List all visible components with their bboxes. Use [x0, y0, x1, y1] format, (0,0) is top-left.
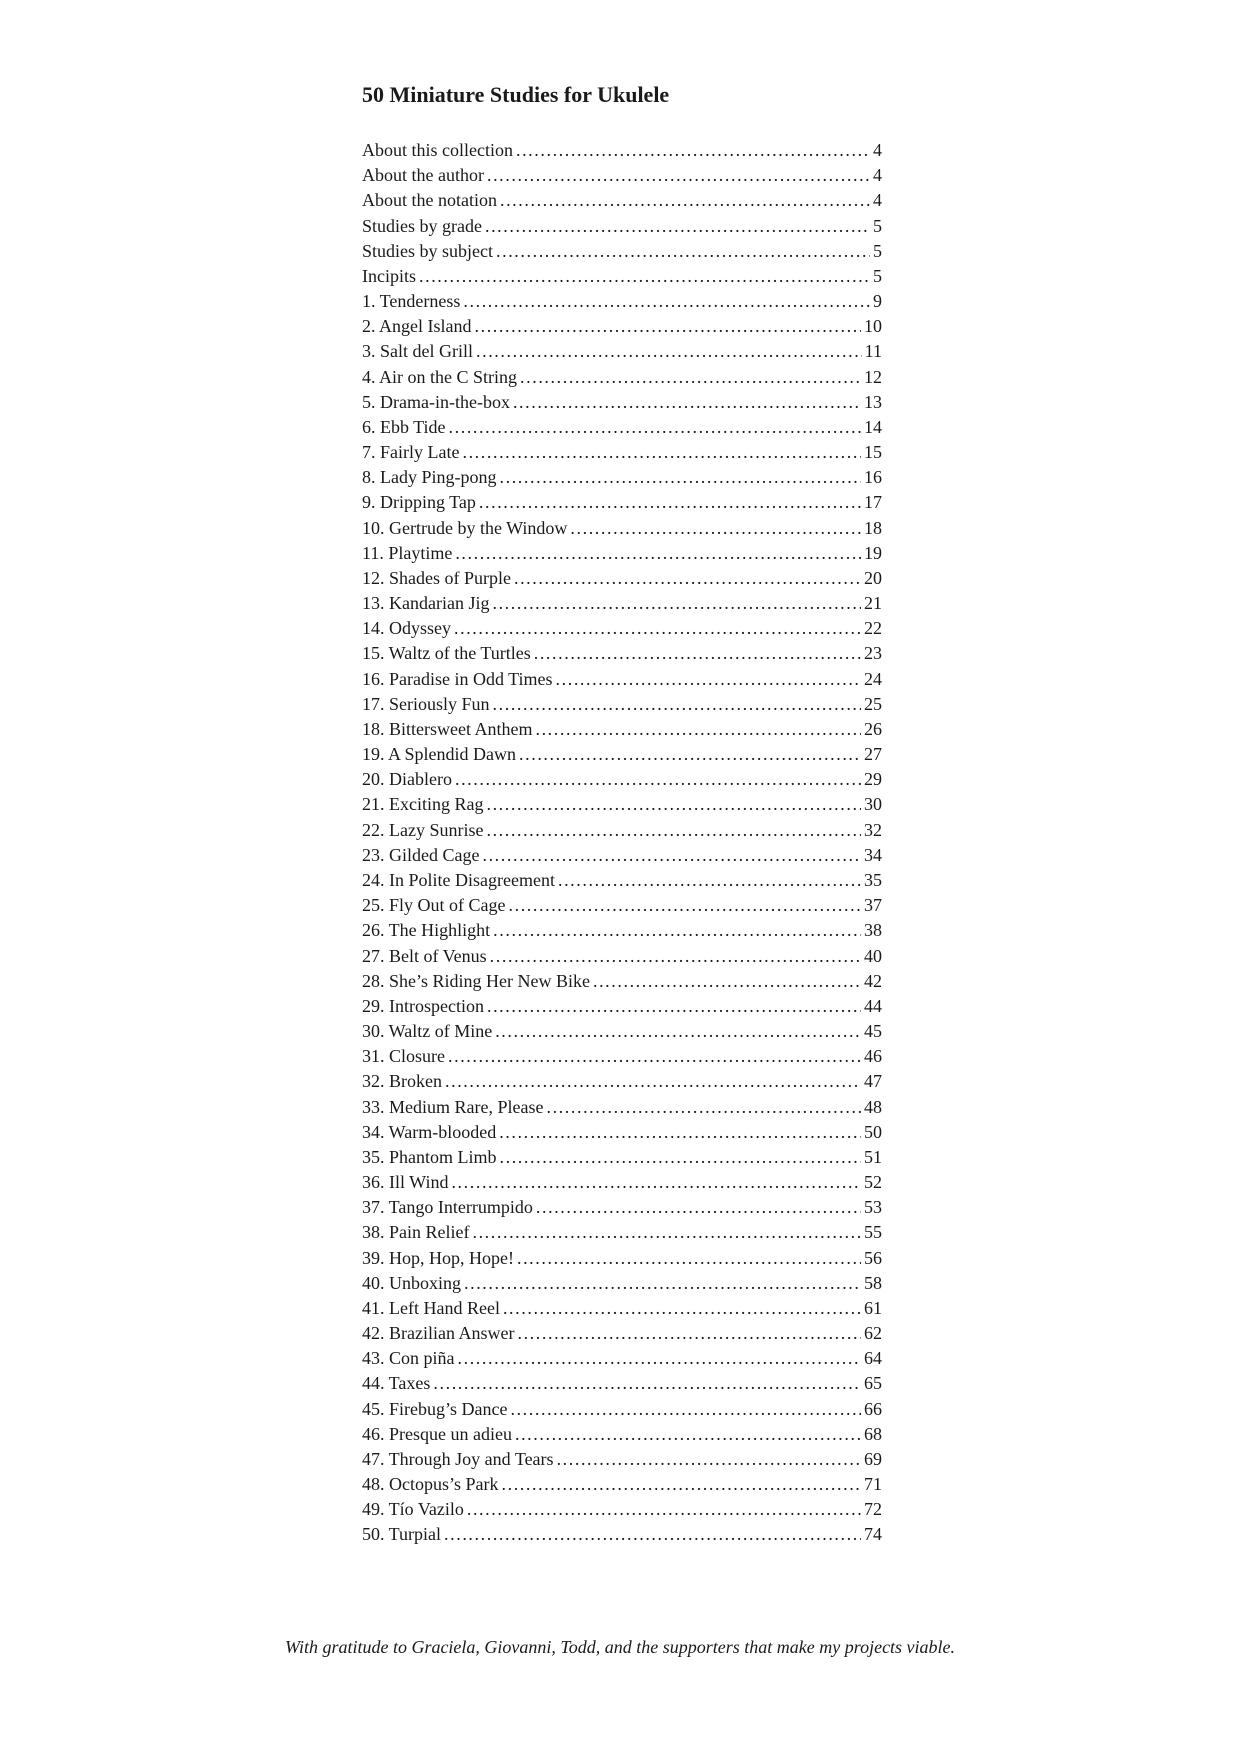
toc-entry[interactable]: [362, 667, 882, 692]
page-title: 50 Miniature Studies for Ukulele: [362, 82, 670, 107]
toc-entry[interactable]: [362, 1346, 882, 1371]
toc-entry[interactable]: [362, 717, 882, 742]
toc-entry[interactable]: [362, 188, 882, 213]
toc-entry-title: 30. Waltz of Mine: [362, 1019, 495, 1044]
toc-entry-page-number: 30: [861, 792, 882, 817]
toc-entry-page-number: 53: [861, 1195, 882, 1220]
toc-entry[interactable]: [362, 969, 882, 994]
dot-leader: [490, 944, 861, 969]
toc-entry-page-number: 19: [861, 541, 882, 566]
toc-entry[interactable]: [362, 1296, 882, 1321]
toc-entry-page-number: 58: [861, 1271, 882, 1296]
toc-entry[interactable]: [362, 541, 882, 566]
dot-leader: [510, 1397, 861, 1422]
toc-entry[interactable]: [362, 641, 882, 666]
toc-entry[interactable]: [362, 365, 882, 390]
dot-leader: [496, 239, 870, 264]
toc-entry-title: 24. In Polite Disagreement: [362, 868, 558, 893]
toc-entry-title: 10. Gertrude by the Window: [362, 516, 570, 541]
toc-entry-title: 15. Waltz of the Turtles: [362, 641, 534, 666]
dot-leader: [557, 1447, 861, 1472]
toc-entry[interactable]: [362, 1447, 882, 1472]
toc-entry[interactable]: [362, 264, 882, 289]
dot-leader: [535, 717, 861, 742]
dot-leader: [492, 591, 861, 616]
toc-entry[interactable]: [362, 918, 882, 943]
toc-entry[interactable]: [362, 1195, 882, 1220]
toc-entry-title: 6. Ebb Tide: [362, 415, 449, 440]
toc-entry[interactable]: [362, 138, 882, 163]
dot-leader: [455, 767, 861, 792]
toc-entry-title: 29. Introspection: [362, 994, 487, 1019]
toc-entry-page-number: 71: [861, 1472, 882, 1497]
toc-entry-title: 49. Tío Vazilo: [362, 1497, 467, 1522]
toc-entry-title: 40. Unboxing: [362, 1271, 464, 1296]
toc-entry[interactable]: [362, 239, 882, 264]
toc-entry-page-number: 55: [861, 1220, 882, 1245]
toc-entry-title: 11. Playtime: [362, 541, 455, 566]
dot-leader: [445, 1069, 861, 1094]
toc-entry-title: About the author: [362, 163, 487, 188]
toc-entry-title: 36. Ill Wind: [362, 1170, 451, 1195]
dot-leader: [479, 490, 861, 515]
toc-entry-title: 17. Seriously Fun: [362, 692, 493, 717]
dot-leader: [486, 818, 861, 843]
toc-entry-page-number: 5: [870, 264, 882, 289]
dot-leader: [500, 1145, 862, 1170]
toc-entry-title: 22. Lazy Sunrise: [362, 818, 486, 843]
toc-entry-page-number: 25: [861, 692, 882, 717]
toc-entry-page-number: 23: [861, 641, 882, 666]
toc-entry[interactable]: [362, 868, 882, 893]
dot-leader: [493, 692, 861, 717]
toc-entry[interactable]: [362, 767, 882, 792]
toc-entry-title: 47. Through Joy and Tears: [362, 1447, 557, 1472]
toc-entry-page-number: 68: [861, 1422, 882, 1447]
toc-entry[interactable]: [362, 289, 882, 314]
toc-entry-title: 44. Taxes: [362, 1371, 433, 1396]
dot-leader: [464, 1271, 861, 1296]
toc-entry[interactable]: [362, 339, 882, 364]
toc-entry-title: Studies by subject: [362, 239, 496, 264]
toc-entry[interactable]: [362, 843, 882, 868]
toc-entry[interactable]: [362, 163, 882, 188]
toc-entry-title: About the notation: [362, 188, 500, 213]
dot-leader: [502, 1472, 862, 1497]
toc-entry-title: 4. Air on the C String: [362, 365, 520, 390]
toc-entry-title: 31. Closure: [362, 1044, 448, 1069]
dot-leader: [462, 440, 861, 465]
toc-entry-page-number: 24: [861, 667, 882, 692]
toc-entry[interactable]: [362, 1044, 882, 1069]
toc-entry-title: 23. Gilded Cage: [362, 843, 482, 868]
dedication: With gratitude to Graciela, Giovanni, Todd, and the supporters that make my projects viable.: [284, 1637, 956, 1657]
toc-entry[interactable]: [362, 893, 882, 918]
toc-entry[interactable]: [362, 1120, 882, 1145]
dot-leader: [500, 465, 862, 490]
toc-entry-page-number: 17: [861, 490, 882, 515]
toc-entry-page-number: 45: [861, 1019, 882, 1044]
toc-entry-title: 19. A Splendid Dawn: [362, 742, 519, 767]
dot-leader: [517, 1321, 861, 1346]
toc-entry[interactable]: [362, 692, 882, 717]
dot-leader: [475, 314, 862, 339]
toc-entry-title: 43. Con piña: [362, 1346, 458, 1371]
dot-leader: [449, 415, 861, 440]
toc-entry-title: 20. Diablero: [362, 767, 455, 792]
toc-entry-page-number: 52: [861, 1170, 882, 1195]
toc-entry-title: 34. Warm-blooded: [362, 1120, 499, 1145]
dot-leader: [570, 516, 861, 541]
toc-entry[interactable]: [362, 742, 882, 767]
toc-entry[interactable]: [362, 566, 882, 591]
toc-entry-page-number: 37: [861, 893, 882, 918]
toc-entry[interactable]: [362, 440, 882, 465]
dot-leader: [536, 1195, 861, 1220]
toc-entry-page-number: 4: [870, 163, 882, 188]
toc-entry-page-number: 26: [861, 717, 882, 742]
toc-entry-title: 18. Bittersweet Anthem: [362, 717, 535, 742]
toc-entry-title: 45. Firebug’s Dance: [362, 1397, 510, 1422]
toc-entry[interactable]: [362, 1371, 882, 1396]
toc-entry[interactable]: [362, 1145, 882, 1170]
dot-leader: [451, 1170, 861, 1195]
dot-leader: [487, 994, 861, 1019]
dot-leader: [546, 1095, 861, 1120]
toc-entry-title: 8. Lady Ping-pong: [362, 465, 500, 490]
dot-leader: [534, 641, 861, 666]
toc-entry-title: 35. Phantom Limb: [362, 1145, 500, 1170]
toc-entry-title: 7. Fairly Late: [362, 440, 462, 465]
toc-entry-page-number: 13: [861, 390, 882, 415]
dot-leader: [520, 365, 861, 390]
toc-entry-title: 3. Salt del Grill: [362, 339, 476, 364]
dot-leader: [472, 1220, 861, 1245]
dot-leader: [517, 1246, 861, 1271]
toc-entry-page-number: 34: [861, 843, 882, 868]
toc-entry-page-number: 62: [861, 1321, 882, 1346]
toc-entry[interactable]: [362, 994, 882, 1019]
toc-entry[interactable]: [362, 1069, 882, 1094]
toc-entry-title: 2. Angel Island: [362, 314, 475, 339]
dot-leader: [515, 1422, 861, 1447]
toc-entry-page-number: 42: [861, 969, 882, 994]
toc-entry-page-number: 32: [861, 818, 882, 843]
toc-entry-title: 25. Fly Out of Cage: [362, 893, 509, 918]
toc-entry[interactable]: [362, 1170, 882, 1195]
dot-leader: [482, 843, 861, 868]
toc-entry-title: 16. Paradise in Odd Times: [362, 667, 556, 692]
dot-leader: [519, 742, 861, 767]
toc-entry-page-number: 20: [861, 566, 882, 591]
dot-leader: [593, 969, 861, 994]
toc-entry-page-number: 15: [861, 440, 882, 465]
toc-entry[interactable]: [362, 1422, 882, 1447]
toc-entry-title: 38. Pain Relief: [362, 1220, 472, 1245]
toc-entry-title: 26. The Highlight: [362, 918, 493, 943]
toc-entry[interactable]: [362, 1321, 882, 1346]
dot-leader: [419, 264, 870, 289]
toc-entry[interactable]: [362, 465, 882, 490]
dot-leader: [463, 289, 870, 314]
toc-entry-title: 39. Hop, Hop, Hope!: [362, 1246, 517, 1271]
toc-entry-page-number: 12: [861, 365, 882, 390]
dot-leader: [513, 390, 861, 415]
toc-entry-page-number: 9: [870, 289, 882, 314]
toc-entry-title: 27. Belt of Venus: [362, 944, 490, 969]
toc-entry-title: 13. Kandarian Jig: [362, 591, 492, 616]
toc-entry[interactable]: [362, 1246, 882, 1271]
toc-entry[interactable]: [362, 1472, 882, 1497]
toc-entry-page-number: 38: [861, 918, 882, 943]
dot-leader: [516, 138, 870, 163]
toc-entry-page-number: 22: [861, 616, 882, 641]
toc-entry-page-number: 5: [870, 239, 882, 264]
toc-entry[interactable]: [362, 792, 882, 817]
toc-entry-page-number: 46: [861, 1044, 882, 1069]
toc-entry-page-number: 40: [861, 944, 882, 969]
dot-leader: [485, 214, 870, 239]
toc-entry-page-number: 5: [870, 214, 882, 239]
toc-entry-title: 46. Presque un adieu: [362, 1422, 515, 1447]
dot-leader: [476, 339, 862, 364]
toc-entry-title: 5. Drama-in-the-box: [362, 390, 513, 415]
dot-leader: [486, 792, 861, 817]
toc-entry[interactable]: [362, 944, 882, 969]
toc-entry-page-number: 50: [861, 1120, 882, 1145]
dot-leader: [455, 541, 861, 566]
toc-entry-title: 28. She’s Riding Her New Bike: [362, 969, 593, 994]
dot-leader: [509, 893, 862, 918]
toc-entry-page-number: 35: [861, 868, 882, 893]
toc-entry-page-number: 29: [861, 767, 882, 792]
toc-entry-title: 50. Turpial: [362, 1522, 444, 1547]
toc-entry-page-number: 74: [861, 1522, 882, 1547]
toc-entry-title: About this collection: [362, 138, 516, 163]
dot-leader: [458, 1346, 862, 1371]
toc-entry-title: Studies by grade: [362, 214, 485, 239]
toc-entry-page-number: 16: [861, 465, 882, 490]
toc-entry-title: 48. Octopus’s Park: [362, 1472, 502, 1497]
toc-entry[interactable]: [362, 1522, 882, 1547]
toc-entry[interactable]: [362, 516, 882, 541]
toc-entry[interactable]: [362, 1095, 882, 1120]
toc-entry[interactable]: [362, 818, 882, 843]
toc-entry[interactable]: [362, 1271, 882, 1296]
toc-entry[interactable]: [362, 1397, 882, 1422]
dot-leader: [495, 1019, 861, 1044]
toc-entry-page-number: 18: [861, 516, 882, 541]
dot-leader: [558, 868, 861, 893]
toc-entry-page-number: 11: [862, 339, 882, 364]
toc-entry-title: 1. Tenderness: [362, 289, 463, 314]
toc-entry-page-number: 51: [861, 1145, 882, 1170]
toc-entry-page-number: 65: [861, 1371, 882, 1396]
toc-entry-page-number: 47: [861, 1069, 882, 1094]
toc-entry-title: 37. Tango Interrumpido: [362, 1195, 536, 1220]
toc-entry-title: 41. Left Hand Reel: [362, 1296, 503, 1321]
toc-entry-page-number: 4: [870, 188, 882, 213]
toc-entry-page-number: 72: [861, 1497, 882, 1522]
dot-leader: [500, 188, 870, 213]
toc-entry-page-number: 69: [861, 1447, 882, 1472]
toc-entry[interactable]: [362, 314, 882, 339]
toc-entry-page-number: 66: [861, 1397, 882, 1422]
dot-leader: [448, 1044, 861, 1069]
toc-entry-page-number: 64: [861, 1346, 882, 1371]
dot-leader: [503, 1296, 861, 1321]
toc-entry[interactable]: [362, 616, 882, 641]
toc-entry[interactable]: [362, 591, 882, 616]
toc-entry-page-number: 48: [861, 1095, 882, 1120]
toc-entry-title: 12. Shades of Purple: [362, 566, 514, 591]
dot-leader: [514, 566, 861, 591]
table-of-contents: [362, 138, 882, 1548]
toc-entry[interactable]: [362, 1497, 882, 1522]
dot-leader: [444, 1522, 861, 1547]
dot-leader: [556, 667, 861, 692]
toc-entry-title: 33. Medium Rare, Please: [362, 1095, 546, 1120]
toc-entry-title: 32. Broken: [362, 1069, 445, 1094]
toc-entry-page-number: 14: [861, 415, 882, 440]
toc-entry-page-number: 10: [861, 314, 882, 339]
toc-entry[interactable]: [362, 490, 882, 515]
dot-leader: [433, 1371, 861, 1396]
toc-entry-title: 42. Brazilian Answer: [362, 1321, 517, 1346]
toc-entry-title: 14. Odyssey: [362, 616, 454, 641]
toc-entry-page-number: 44: [861, 994, 882, 1019]
toc-entry-page-number: 4: [870, 138, 882, 163]
toc-entry-page-number: 21: [861, 591, 882, 616]
toc-entry-title: 9. Dripping Tap: [362, 490, 479, 515]
toc-entry[interactable]: [362, 415, 882, 440]
toc-entry[interactable]: [362, 1019, 882, 1044]
toc-entry-page-number: 56: [861, 1246, 882, 1271]
dot-leader: [454, 616, 861, 641]
toc-entry-page-number: 61: [861, 1296, 882, 1321]
dot-leader: [467, 1497, 861, 1522]
toc-entry-title: 21. Exciting Rag: [362, 792, 486, 817]
toc-entry-page-number: 27: [861, 742, 882, 767]
dot-leader: [487, 163, 870, 188]
toc-entry[interactable]: [362, 1220, 882, 1245]
toc-entry-title: Incipits: [362, 264, 419, 289]
toc-entry[interactable]: [362, 390, 882, 415]
toc-entry[interactable]: [362, 214, 882, 239]
dot-leader: [493, 918, 861, 943]
dot-leader: [499, 1120, 861, 1145]
